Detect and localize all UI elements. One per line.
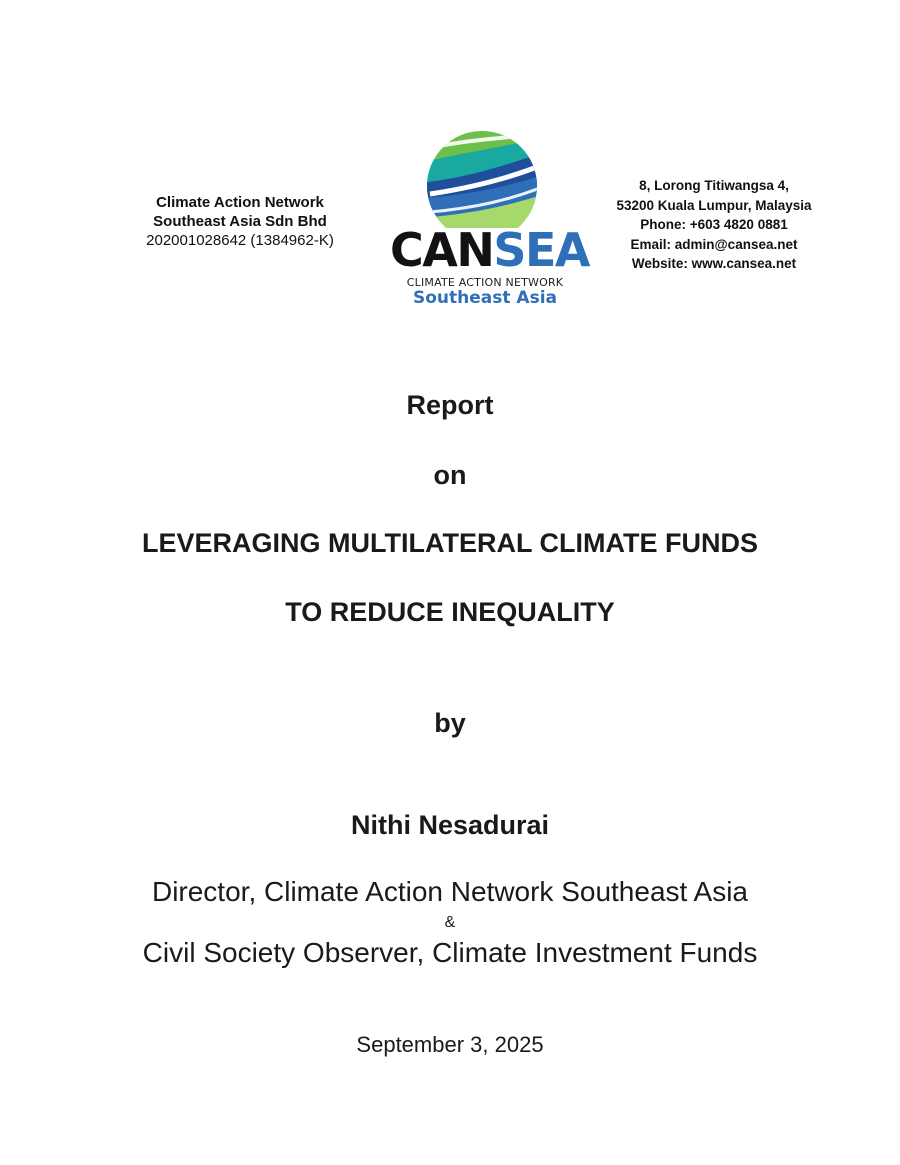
author-role-2: Civil Society Observer, Climate Investment Funds xyxy=(142,937,758,968)
logo-wordmark xyxy=(390,223,590,277)
globe-icon xyxy=(390,128,580,228)
report-date: September 3, 2025 xyxy=(356,1032,544,1057)
report-on: on xyxy=(433,460,467,490)
author-role-1: Director, Climate Action Network Southeast Asia xyxy=(151,876,749,907)
organization-contact-block xyxy=(598,176,830,274)
report-title-line2: TO REDUCE INEQUALITY xyxy=(285,597,615,627)
report-title-line1: LEVERAGING MULTILATERAL CLIMATE FUNDS xyxy=(142,528,758,558)
report-label: Report xyxy=(406,390,494,420)
website-text: Website: www.cansea.net xyxy=(631,256,797,271)
logo-subtitle: CLIMATE ACTION NETWORK xyxy=(406,276,564,289)
email-text: Email: admin@cansea.net xyxy=(630,236,798,252)
phone-text: Phone: +603 4820 0881 xyxy=(640,217,788,232)
author-name: Nithi Nesadurai xyxy=(350,810,550,840)
ampersand: & xyxy=(444,914,456,931)
org-name-line2: Southeast Asia Sdn Bhd xyxy=(153,213,327,230)
address-line2: 53200 Kuala Lumpur, Malaysia xyxy=(616,197,812,213)
organization-registration-block xyxy=(120,193,360,250)
cansea-logo xyxy=(390,128,590,313)
org-name-line1: Climate Action Network xyxy=(156,194,324,211)
org-registration-number: 202001028642 (1384962-K) xyxy=(146,232,334,249)
logo-region: Southeast Asia xyxy=(413,288,557,308)
logo-wordmark-sea: SEA xyxy=(493,223,590,277)
address-line1: 8, Lorong Titiwangsa 4, xyxy=(639,178,789,193)
logo-wordmark-can: CAN xyxy=(390,223,494,277)
report-by: by xyxy=(434,708,466,738)
